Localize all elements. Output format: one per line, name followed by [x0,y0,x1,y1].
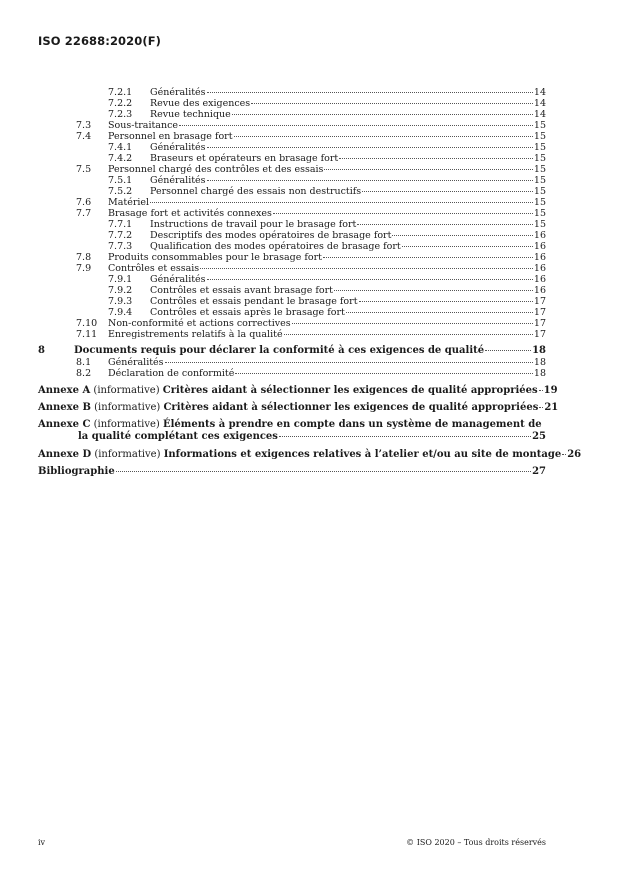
toc-page-number: 16 [533,285,546,296]
leader-dots [207,92,533,93]
toc-entry[interactable] [38,219,546,230]
toc-entry[interactable] [38,296,546,307]
toc-title: Non-conformité et actions correctives [108,318,291,329]
toc-number: 8.2 [76,368,92,379]
toc-title: Généralités [150,142,206,153]
document-id: ISO 22688:2020(F) [38,34,162,48]
toc-page-number: 16 [533,274,546,285]
toc-entry[interactable] [38,345,546,357]
toc-entry[interactable] [38,164,546,175]
toc-entry[interactable] [38,197,546,208]
toc-title: Revue technique [150,109,231,120]
toc-page-number: 25 [532,431,546,442]
toc-title: Instructions de travail pour le brasage fort [150,219,357,230]
toc-number: 7.7 [76,208,92,219]
toc-page-number: 26 [567,449,582,460]
annex-label: Annexe D [38,449,92,460]
toc-title: Contrôles et essais avant brasage fort [150,285,333,296]
annex-type: (informative) [94,449,161,460]
leader-dots [357,224,533,225]
toc-number: 7.7.1 [108,219,133,230]
toc-title: Matériel [108,197,150,208]
leader-dots [284,334,533,335]
toc-title: Descriptifs des modes opératoires de brasage fort [150,230,392,241]
annex-type: (informative) [94,402,161,413]
toc-title: Produits consommables pour le brasage fort [108,252,322,263]
toc-page-number: 16 [533,241,546,252]
leader-dots [279,436,531,437]
toc-title: Contrôles et essais pendant le brasage fort [150,296,358,307]
toc-page-number: 18 [532,345,546,356]
toc-entry[interactable] [38,357,546,368]
annex-title-line1: Éléments à prendre en compte dans un système de management de [162,419,542,430]
toc-page-number: 15 [533,219,546,230]
leader-dots [234,136,533,137]
toc-entry[interactable] [38,153,546,164]
annex-type: (informative) [93,419,160,430]
toc-entry[interactable] [38,120,546,131]
toc-number: 7.5.1 [108,175,133,186]
toc-page-number: 15 [533,197,546,208]
toc-entry[interactable] [38,252,546,263]
toc-bibliography[interactable] [38,466,546,477]
toc-page-number: 19 [543,385,558,396]
toc-number: 7.8 [76,252,92,263]
toc-section-8 [38,345,546,379]
leader-dots [485,350,531,351]
toc-page-number: 18 [533,368,546,379]
toc-page-number: 16 [533,230,546,241]
toc-page-number: 14 [533,87,546,98]
leader-dots [562,454,566,455]
toc-number: 7.7.2 [108,230,133,241]
toc-title: Généralités [108,357,164,368]
footer-copyright: © ISO 2020 – Tous droits réservés [406,838,546,847]
leader-dots [362,191,533,192]
toc-annex-d[interactable] [38,449,582,460]
toc-page-number: 15 [533,164,546,175]
bibliography-title: Bibliographie [38,466,115,477]
toc-title: Personnel chargé des essais non destructifs [150,186,362,197]
leader-dots [323,257,533,258]
toc-number: 7.9.2 [108,285,133,296]
leader-dots [334,290,533,291]
toc-entry[interactable] [38,109,546,120]
toc-page-number: 15 [533,208,546,219]
toc-number: 7.5 [76,164,92,175]
toc-number: 7.6 [76,197,92,208]
leader-dots [339,158,533,159]
leader-dots [539,407,543,408]
toc-annex-a[interactable] [38,385,558,396]
leader-dots [251,103,533,104]
leader-dots [359,301,533,302]
toc-entry[interactable] [38,307,546,318]
leader-dots [346,312,533,313]
leader-dots [165,362,533,363]
annex-title: Critères aidant à sélectionner les exigences de qualité appropriées [163,402,539,413]
toc-entry[interactable] [38,131,546,142]
toc-title: Déclaration de conformité [108,368,235,379]
leader-dots [324,169,533,170]
toc-title: Généralités [150,175,206,186]
toc-entry[interactable] [38,98,546,109]
leader-dots [292,323,533,324]
annex-type: (informative) [93,385,160,396]
toc-title: Braseurs et opérateurs en brasage fort [150,153,339,164]
toc-number: 7.4.1 [108,142,133,153]
toc-annex-b[interactable] [38,402,559,413]
leader-dots [539,390,543,391]
toc-page-number: 17 [533,318,546,329]
toc-title: Personnel chargé des contrôles et des essais [108,164,324,175]
leader-dots [207,147,533,148]
leader-dots [402,246,533,247]
toc-title: Brasage fort et activités connexes [108,208,272,219]
toc-number: 7.4.2 [108,153,133,164]
toc-entry[interactable] [38,142,546,153]
toc-page-number: 16 [533,263,546,274]
toc-entry[interactable] [38,241,546,252]
toc-title: Enregistrements relatifs à la qualité [108,329,283,340]
toc-title: Personnel en brasage fort [108,131,233,142]
toc-entry[interactable] [38,87,546,98]
toc-number: 7.9.1 [108,274,133,285]
toc-page-number: 18 [533,357,546,368]
annex-title-line2: la qualité complétant ces exigences [78,431,278,442]
leader-dots [273,213,533,214]
toc-number: 7.5.2 [108,186,133,197]
toc-page-number: 17 [533,296,546,307]
leader-dots [200,268,533,269]
toc-title: Contrôles et essais [108,263,200,274]
toc-number: 7.7.3 [108,241,133,252]
toc-page-number: 15 [533,120,546,131]
toc-number: 7.2.2 [108,98,133,109]
toc-page-number: 14 [533,98,546,109]
toc-page-number: 21 [544,402,559,413]
footer-page-number: iv [38,838,46,847]
toc-number: 7.3 [76,120,92,131]
leader-dots [179,125,533,126]
toc-entry[interactable] [38,186,546,197]
toc-page-number: 15 [533,175,546,186]
toc-section-7 [38,87,546,340]
toc-number: 7.10 [76,318,98,329]
toc-page-number: 15 [533,153,546,164]
toc-number: 7.2.3 [108,109,133,120]
leader-dots [235,373,533,374]
leader-dots [116,471,531,472]
toc-entry[interactable] [38,230,546,241]
toc-entry[interactable] [38,274,546,285]
toc-annex-c[interactable] [38,419,546,443]
leader-dots [232,114,533,115]
toc-number: 8.1 [76,357,92,368]
toc-title: Généralités [150,274,206,285]
toc-page-number: 16 [533,252,546,263]
annex-title: Critères aidant à sélectionner les exigences de qualité appropriées [162,385,538,396]
annex-label: Annexe A [38,385,91,396]
toc-title: Généralités [150,87,206,98]
toc-page-number: 14 [533,109,546,120]
toc-title: Sous-traitance [108,120,179,131]
annex-title: Informations et exigences relatives à l’atelier et/ou au site de montage [163,449,562,460]
toc-entry[interactable] [38,368,546,379]
toc-entry[interactable] [38,263,546,274]
toc-page-number: 15 [533,142,546,153]
toc-number: 8 [38,345,45,356]
annex-label: Annexe C [38,419,91,430]
leader-dots [150,202,533,203]
leader-dots [207,180,533,181]
toc-page-number: 17 [533,329,546,340]
toc-title: Documents requis pour déclarer la conformité à ces exigences de qualité [74,345,485,356]
toc-page-number: 15 [533,131,546,142]
leader-dots [207,279,533,280]
toc-number: 7.11 [76,329,98,340]
toc-entry[interactable] [38,175,546,186]
toc-entry[interactable] [38,318,546,329]
leader-dots [392,235,532,236]
toc-page-number: 15 [533,186,546,197]
toc-page-number: 27 [532,466,546,477]
toc-title: Qualification des modes opératoires de brasage fort [150,241,401,252]
toc-title: Contrôles et essais après le brasage fort [150,307,345,318]
page-footer [38,838,546,847]
toc-number: 7.9.3 [108,296,133,307]
toc-number: 7.9.4 [108,307,133,318]
table-of-contents [38,87,582,477]
toc-number: 7.4 [76,131,92,142]
toc-number: 7.2.1 [108,87,133,98]
toc-entry[interactable] [38,329,546,340]
toc-entry[interactable] [38,285,546,296]
toc-title: Revue des exigences [150,98,251,109]
annex-label: Annexe B [38,402,91,413]
toc-page-number: 17 [533,307,546,318]
toc-entry[interactable] [38,208,546,219]
toc-number: 7.9 [76,263,92,274]
